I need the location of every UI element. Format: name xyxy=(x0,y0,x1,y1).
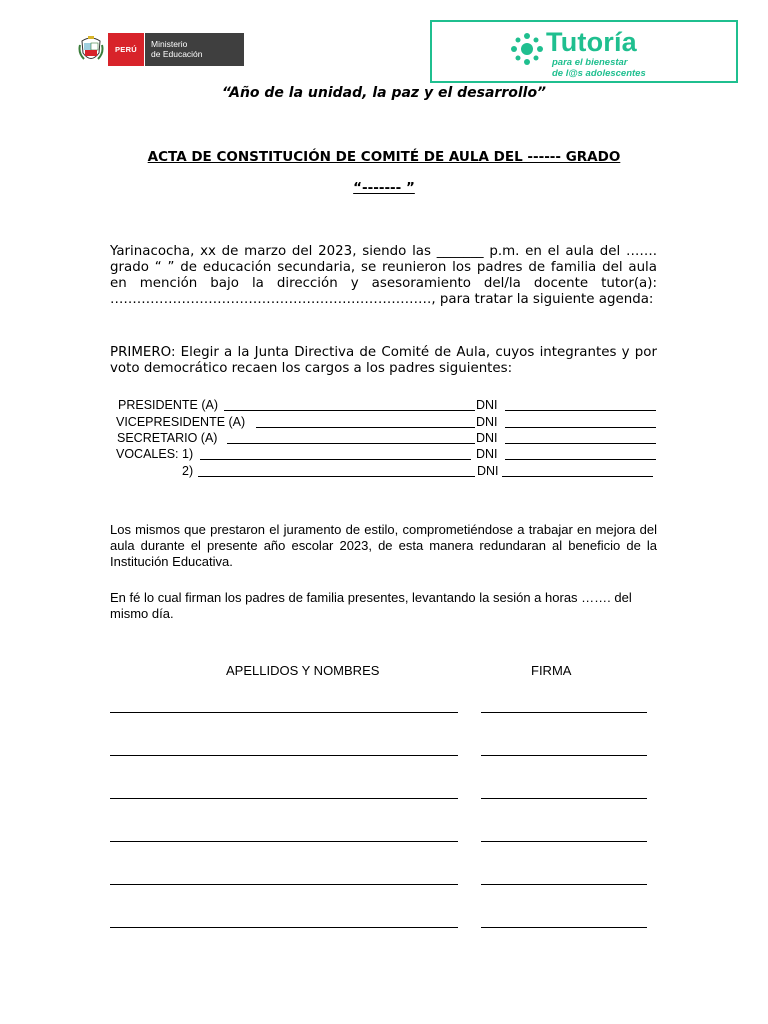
role-label-vocal2: 2) xyxy=(182,464,194,478)
role-label-vocal1: VOCALES: 1) xyxy=(116,447,194,461)
vicepresident-name-line xyxy=(256,427,475,428)
document-title: ACTA DE CONSTITUCIÓN DE COMITÉ DE AULA DEL ------ GRADO xyxy=(147,149,621,165)
role-label-secretary: SECRETARIO (A) xyxy=(117,431,218,445)
vocal1-name-line xyxy=(200,459,471,460)
vicepresident-dni-line xyxy=(505,427,656,428)
president-dni-label: DNI xyxy=(476,398,498,412)
secretary-name-line xyxy=(227,443,475,444)
president-dni-line xyxy=(505,410,656,411)
intro-paragraph: Yarinacocha, xx de marzo del 2023, siendo las _______ p.m. en el aula del ……. grado “ ” de educación secundaria, se reunieron los padres de familia del aula en mención bajo la dirección y asesoramiento del/la docente tutor(a): ………………………………………………………………, para tratar la siguiente agenda: xyxy=(110,244,657,307)
signature-line-1 xyxy=(481,712,647,713)
tutoria-subtitle xyxy=(552,58,646,79)
ministry-name xyxy=(144,33,244,66)
name-line-6 xyxy=(110,927,458,928)
ministry-logo xyxy=(78,33,244,66)
name-line-3 xyxy=(110,798,458,799)
signature-line-6 xyxy=(481,927,647,928)
flower-dots-icon xyxy=(510,32,544,66)
signature-line-4 xyxy=(481,841,647,842)
signature-line-5 xyxy=(481,884,647,885)
president-name-line xyxy=(224,410,475,411)
role-label-president: PRESIDENTE (A) xyxy=(118,398,219,412)
name-line-2 xyxy=(110,755,458,756)
tutoria-sub-line1: para el bienestar xyxy=(552,57,628,68)
names-column-header: APELLIDOS Y NOMBRES xyxy=(226,663,380,678)
signature-line-2 xyxy=(481,755,647,756)
peru-label: PERÚ xyxy=(108,33,144,66)
coat-of-arms-icon xyxy=(78,35,104,65)
name-line-4 xyxy=(110,841,458,842)
document-subtitle: “------- ” xyxy=(353,180,415,196)
vicepresident-dni-label: DNI xyxy=(476,415,498,429)
secretary-dni-label: DNI xyxy=(476,431,498,445)
tutoria-title: Tutoría xyxy=(546,27,637,57)
signature-column-header: FIRMA xyxy=(531,663,572,678)
tutoria-logo xyxy=(430,20,738,83)
signature-line-3 xyxy=(481,798,647,799)
oath-paragraph: Los mismos que prestaron el juramento de estilo, comprometiéndose a trabajar en mejora del aula durante el presente año escolar 2023, de esta manera redundaran al beneficio de la Institución Educativa. xyxy=(110,522,657,569)
ministry-line2: de Educación xyxy=(151,48,203,59)
vocal1-dni-label: DNI xyxy=(476,447,498,461)
vocal2-dni-label: DNI xyxy=(477,464,499,478)
name-line-1 xyxy=(110,712,458,713)
vocal2-name-line xyxy=(198,476,475,477)
agenda-paragraph: PRIMERO: Elegir a la Junta Directiva de Comité de Aula, cuyos integrantes y por voto democrático recaen los cargos a los padres siguientes: xyxy=(110,345,657,376)
role-label-vicepresident: VICEPRESIDENTE (A) xyxy=(116,415,246,429)
name-line-5 xyxy=(110,884,458,885)
ministry-line1: Ministerio xyxy=(151,39,188,49)
vocal2-dni-line xyxy=(502,476,653,477)
secretary-dni-line xyxy=(505,443,656,444)
vocal1-dni-line xyxy=(505,459,656,460)
closing-paragraph: En fé lo cual firman los padres de familia presentes, levantando la sesión a horas ……. del mismo día. xyxy=(110,590,632,621)
year-motto: “Año de la unidad, la paz y el desarrollo” xyxy=(221,85,547,101)
tutoria-sub-line2: de l@s adolescentes xyxy=(552,67,646,79)
